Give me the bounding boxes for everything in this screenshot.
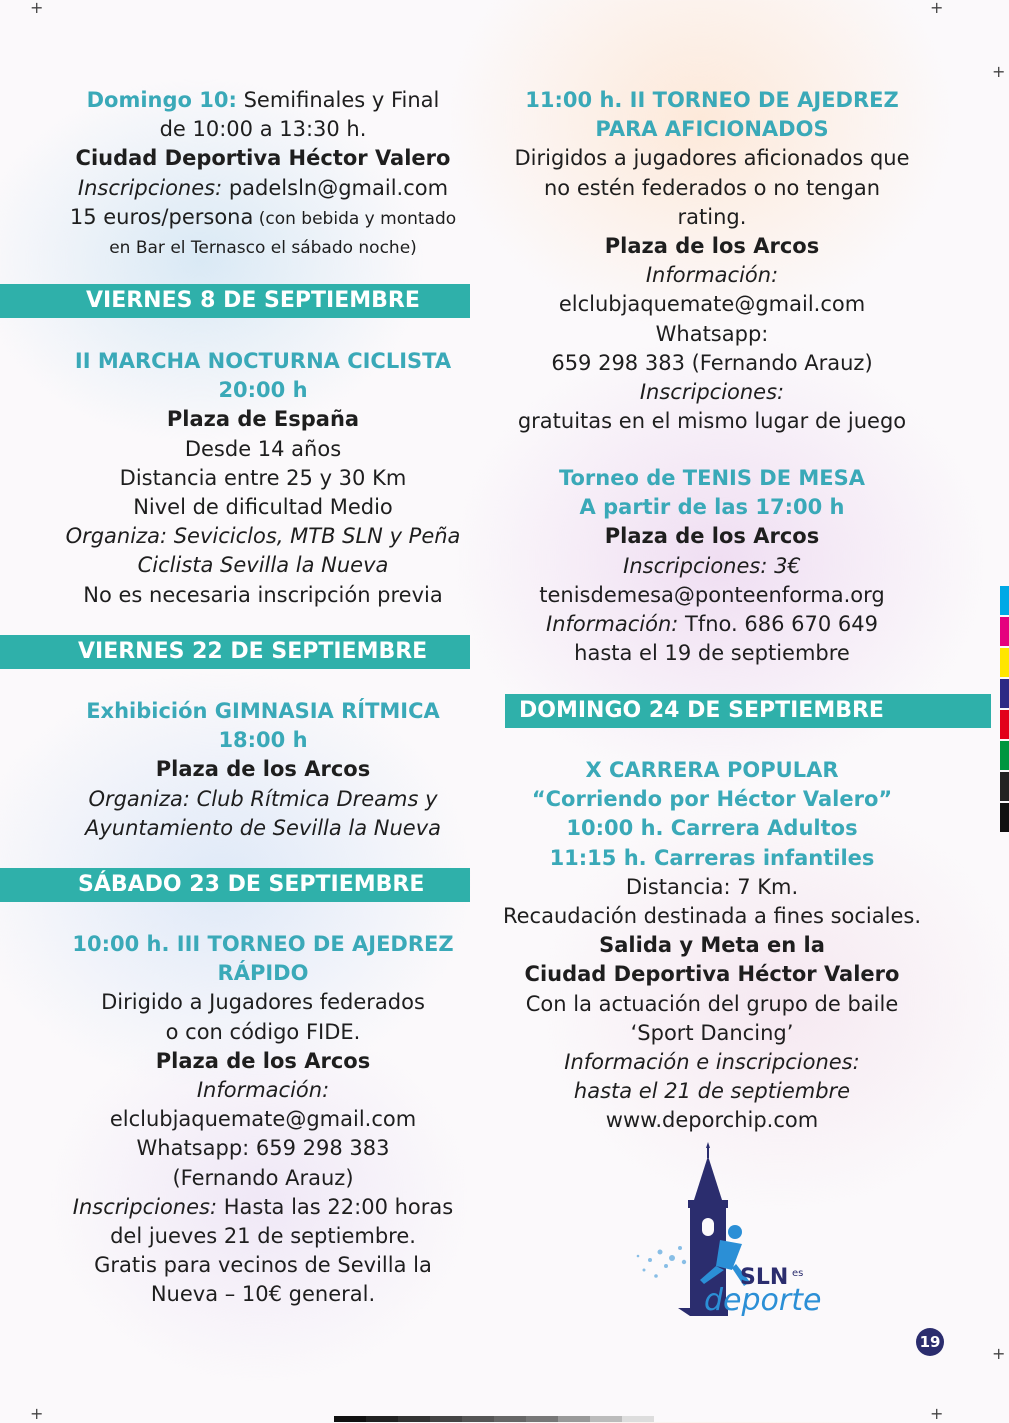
color-swatch-blue xyxy=(1000,679,1009,708)
padel-insc-label: Inscripciones: xyxy=(77,175,223,200)
ajedrez-aficionados-venue: Plaza de los Arcos xyxy=(604,234,820,259)
color-swatch-green xyxy=(1000,741,1009,770)
tenis-time: A partir de las 17:00 h xyxy=(579,495,845,520)
padel-day-line xyxy=(30,86,496,115)
banner-domingo-24 xyxy=(505,694,991,728)
ajedrez-aficionados-info-label: Información: xyxy=(645,263,779,288)
gray-bar-10 xyxy=(622,1416,654,1422)
ajedrez-rapido-whatsapp: Whatsapp: 659 298 383 xyxy=(136,1136,390,1161)
gray-bar-1 xyxy=(334,1416,366,1422)
carrera-section xyxy=(500,756,924,1136)
padel-section xyxy=(30,86,496,263)
crop-mark-top-left: + xyxy=(30,0,44,17)
banner-viernes-8-text: VIERNES 8 DE SEPTIEMBRE xyxy=(86,288,420,313)
carrera-title-1: X CARRERA POPULAR xyxy=(585,758,839,782)
padel-insc-value: padelsln@gmail.com xyxy=(222,175,449,200)
logo-text-es: es xyxy=(792,1268,804,1279)
padel-time: de 10:00 a 13:30 h. xyxy=(159,117,367,142)
ajedrez-rapido-venue: Plaza de los Arcos xyxy=(155,1048,371,1073)
ajedrez-rapido-insc-value: Hasta las 22:00 horas xyxy=(217,1194,454,1219)
marcha-org-1: Organiza: Seviciclos, MTB SLN y Peña xyxy=(65,524,461,549)
color-swatch-black xyxy=(1000,772,1009,801)
carrera-line-4: ‘Sport Dancing’ xyxy=(630,1020,794,1045)
crop-mark-right-top: + xyxy=(992,62,1006,81)
ajedrez-aficionados-line-2: no estén federados o no tengan xyxy=(543,175,881,200)
banner-sabado-23 xyxy=(0,868,470,902)
ajedrez-rapido-line-5: Nueva – 10€ general. xyxy=(150,1282,376,1307)
ajedrez-rapido-line-4: Gratis para vecinos de Sevilla la xyxy=(94,1253,432,1278)
marcha-section xyxy=(30,347,496,610)
padel-price-line xyxy=(30,203,496,234)
banner-viernes-22 xyxy=(0,635,470,669)
gray-bar-3 xyxy=(398,1416,430,1422)
tenis-info-value: Tfno. 686 670 649 xyxy=(678,612,878,637)
carrera-web: www.deporchip.com xyxy=(605,1108,819,1133)
tenis-info-label: Información: xyxy=(546,612,679,637)
gimnasia-org-1: Organiza: Club Rítmica Dreams y xyxy=(88,786,438,811)
ajedrez-rapido-line-2: o con código FIDE. xyxy=(165,1019,361,1044)
carrera-venue-1: Salida y Meta en la xyxy=(599,933,825,958)
gimnasia-venue: Plaza de los Arcos xyxy=(155,757,371,782)
banner-viernes-8 xyxy=(0,284,470,318)
color-swatch-black-2 xyxy=(1000,803,1009,832)
crop-mark-right-bottom: + xyxy=(992,1344,1006,1363)
ajedrez-aficionados-insc-label: Inscripciones: xyxy=(639,380,785,405)
marcha-time: 20:00 h xyxy=(218,378,308,403)
carrera-line-2: Recaudación destinada a fines sociales. xyxy=(502,904,922,929)
carrera-line-1: Distancia: 7 Km. xyxy=(625,874,799,899)
padel-venue: Ciudad Deportiva Héctor Valero xyxy=(75,146,451,171)
marcha-line-2: Distancia entre 25 y 30 Km xyxy=(119,465,407,490)
marcha-title: II MARCHA NOCTURNA CICLISTA xyxy=(74,349,452,373)
marcha-line-3: Nivel de dificultad Medio xyxy=(133,495,393,520)
ajedrez-rapido-line-3: del jueves 21 de septiembre. xyxy=(110,1224,416,1249)
color-swatch-magenta xyxy=(1000,617,1009,646)
ajedrez-rapido-title-1: 10:00 h. III TORNEO DE AJEDREZ xyxy=(72,932,454,956)
ajedrez-aficionados-section xyxy=(500,86,924,436)
padel-day-label: Domingo 10: xyxy=(86,88,237,112)
ajedrez-rapido-email: elclubjaquemate@gmail.com xyxy=(109,1107,417,1132)
gray-bar-5 xyxy=(462,1416,494,1422)
tower-runner-icon xyxy=(620,1140,840,1330)
carrera-venue-2: Ciudad Deportiva Héctor Valero xyxy=(524,962,900,987)
gray-bar-2 xyxy=(366,1416,398,1422)
ajedrez-rapido-insc-line xyxy=(30,1193,496,1222)
logo-text-deporte: deporte xyxy=(704,1283,822,1318)
tenis-info-line xyxy=(500,610,924,639)
tenis-deadline: hasta el 19 de septiembre xyxy=(574,641,850,666)
ajedrez-rapido-info-label: Información: xyxy=(196,1078,330,1103)
color-swatch-red xyxy=(1000,710,1009,739)
ajedrez-rapido-contact: (Fernando Arauz) xyxy=(172,1165,354,1190)
color-swatch-cyan xyxy=(1000,586,1009,615)
gimnasia-section xyxy=(30,697,496,843)
banner-domingo-24-text: DOMINGO 24 DE SEPTIEMBRE xyxy=(519,698,884,723)
crop-mark-bottom-left: + xyxy=(30,1404,44,1423)
carrera-line-3: Con la actuación del grupo de baile xyxy=(525,991,899,1016)
gray-bar-7 xyxy=(526,1416,558,1422)
ajedrez-aficionados-line-1: Dirigidos a jugadores aficionados que xyxy=(514,146,910,171)
crop-mark-top-right: + xyxy=(930,0,944,17)
padel-price-note-2: en Bar el Ternasco el sábado noche) xyxy=(109,238,417,259)
banner-sabado-23-text: SÁBADO 23 DE SEPTIEMBRE xyxy=(78,872,425,897)
carrera-info-1: Información e inscripciones: xyxy=(564,1050,860,1075)
ajedrez-aficionados-title-2: PARA AFICIONADOS xyxy=(595,117,829,142)
carrera-time-infantiles: 11:15 h. Carreras infantiles xyxy=(549,845,875,870)
padel-insc-line xyxy=(30,174,496,203)
gray-bar-8 xyxy=(558,1416,590,1422)
ajedrez-rapido-title-2: RÁPIDO xyxy=(217,961,309,986)
marcha-line-1: Desde 14 años xyxy=(184,436,342,461)
padel-price: 15 euros/persona xyxy=(69,204,254,229)
page-number: 19 xyxy=(916,1328,944,1356)
ajedrez-rapido-insc-label: Inscripciones: xyxy=(72,1194,218,1219)
tenis-title: Torneo de TENIS DE MESA xyxy=(558,466,866,490)
marcha-line-4: No es necesaria inscripción previa xyxy=(83,582,443,607)
crop-mark-bottom-right: + xyxy=(930,1404,944,1423)
ajedrez-aficionados-email: elclubjaquemate@gmail.com xyxy=(558,292,866,317)
gray-bar-4 xyxy=(430,1416,462,1422)
ajedrez-aficionados-title-1: 11:00 h. II TORNEO DE AJEDREZ xyxy=(525,88,899,112)
banner-viernes-22-text: VIERNES 22 DE SEPTIEMBRE xyxy=(78,639,428,664)
carrera-title-2: “Corriendo por Héctor Valero” xyxy=(531,787,893,812)
ajedrez-aficionados-line-3: rating. xyxy=(677,204,747,229)
ajedrez-aficionados-insc-value: gratuitas en el mismo lugar de juego xyxy=(517,409,907,434)
tenis-venue: Plaza de los Arcos xyxy=(604,524,820,549)
carrera-info-2: hasta el 21 de septiembre xyxy=(573,1079,851,1104)
carrera-time-adultos: 10:00 h. Carrera Adultos xyxy=(566,816,858,841)
padel-price-note: (con bebida y montado xyxy=(253,208,457,229)
gray-bar-6 xyxy=(494,1416,526,1422)
ajedrez-aficionados-whatsapp-label: Whatsapp: xyxy=(655,321,769,346)
marcha-org-2: Ciclista Sevilla la Nueva xyxy=(137,553,389,578)
gimnasia-time: 18:00 h xyxy=(218,728,308,753)
sln-es-deporte-logo xyxy=(620,1140,840,1330)
tenis-email: tenisdemesa@ponteenforma.org xyxy=(539,582,885,607)
ajedrez-aficionados-phone: 659 298 383 (Fernando Arauz) xyxy=(551,350,873,375)
color-swatch-yellow xyxy=(1000,648,1009,677)
logo-text-sln: SLN xyxy=(740,1265,789,1290)
gimnasia-org-2: Ayuntamiento de Sevilla la Nueva xyxy=(84,815,442,840)
ajedrez-rapido-section xyxy=(30,930,496,1310)
padel-day-rest: Semifinales y Final xyxy=(236,88,440,112)
ajedrez-rapido-line-1: Dirigido a Jugadores federados xyxy=(101,990,425,1015)
marcha-venue: Plaza de España xyxy=(166,407,360,432)
tenis-insc: Inscripciones: 3€ xyxy=(623,553,801,578)
gray-bar-9 xyxy=(590,1416,622,1422)
tenis-section xyxy=(500,464,924,668)
gimnasia-title: Exhibición GIMNASIA RÍTMICA xyxy=(86,699,440,723)
